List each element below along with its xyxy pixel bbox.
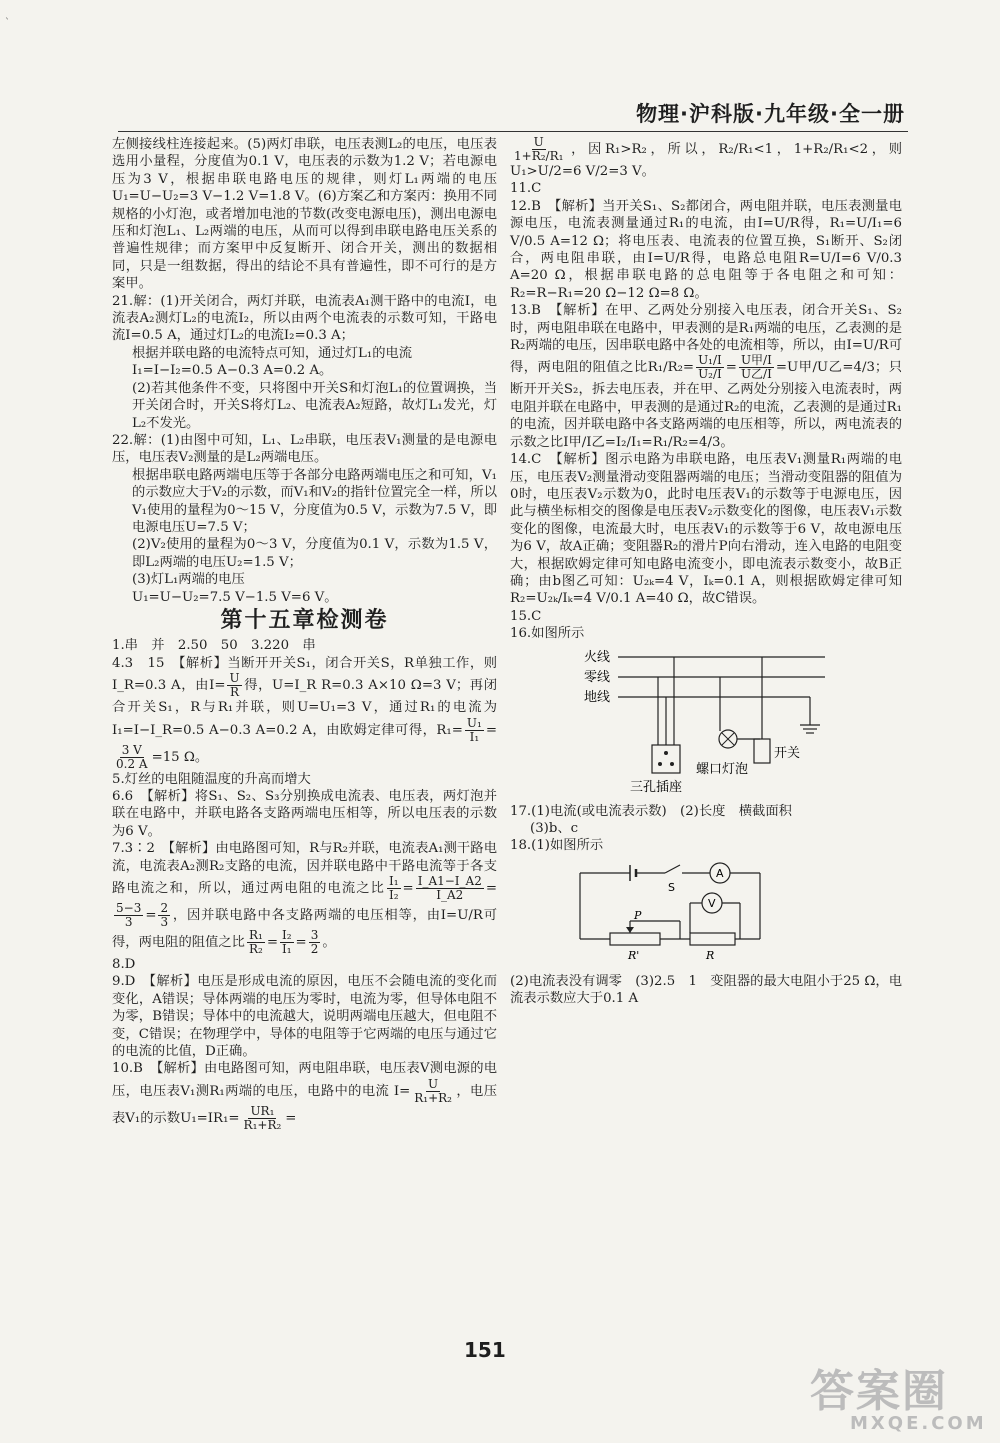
answer-17-part1: 17.(1)电流(或电流表示数) (2)长度 横截面积 — [510, 803, 792, 819]
answer-22-part5: U₁=U−U₂=7.5 V−1.5 V=6 V。 — [132, 589, 338, 605]
answer-13: 13.B 【解析】在甲、乙两处分别接入电压表，闭合开关S₁、S₂时，两电阻串联在电路中，甲表测的是R₁两端的电压，乙表测的是R₂两端的电压，因串联电路中各处的电流相等，所以，由I=U/R可得，两电阻的阻值之比R₁/R₂= $\frac{\text{U₁/I}}{\text{U₂/I}}$ = $\frac{\text{U甲/I}}{\text{U乙/I}}$ =U甲/U乙=4/3；只断开开关S₂，拆去电压表，并在甲、乙两处分别接入电流表时，两电阻并联在电路中，甲表测的是通过R₂的电流，乙表测的是通过R₁的电流，因并联电路中各支路两端的电压相等，所以，两电流表的示数之比I甲/I乙=I₂/I₁=R₁/R₂=4/3。 — [510, 303, 902, 450]
answer-4-part3: =15 Ω。 — [151, 749, 209, 765]
fraction-2-over-3: $\frac{2}{3}$ — [160, 901, 169, 930]
answer-4: 4.3 15 【解析】当断开开关S₁，闭合开关S，R单独工作，则I_R=0.3 A，由I= $\frac{U}{R}$ 得，U=I_R R=0.3 A×10 Ω=3 V；再闭合开关S₁，R与R₁并联，则U=U₁=3 V，通过R₁的电流为I₁=I−I_R=0.5 A−0.3 A=0.2 A，由欧姆定律可得，R₁= $\frac{\text{U₁}}{\text{I₁}}$ = $\frac{3 V}{0.2 A}$ =15 Ω。 — [112, 655, 497, 771]
answer-4-part2: 得，U=I_R R=0.3 A×10 Ω=3 V；再闭合开关S₁，R与R₁并联，则U=U₁=3 V，通过R₁的电流为I₁=I−I_R=0.5 A−0.3 A=0.2 A，由欧姆定律可得，R₁= — [112, 678, 497, 738]
answer-9: 9.D 【解析】电压是形成电流的原因，电压不会随电流的变化而变化，A错误；导体两端的电压为零时，电流为零，但导体电阻不为零，B错误；导体中的电流越大，说明两端电压越大，但电阻不变，C错误；在物理学中，导体的电阻等于它两端的电压与通过它的电流的比值，D正确。 — [112, 974, 497, 1060]
answer-10-continued — [510, 136, 902, 180]
label-voltmeter: V — [708, 896, 716, 910]
answer-13-part1: 13.B 【解析】在甲、乙两处分别接入电压表，闭合开关S₁、S₂时，两电阻串联在电路中，甲表测的是R₁两端的电压，乙表测的是R₂两端的电压，因串联电路中各处的电流相等，所以，由I=U/R可得，两电阻的阻值之比R₁/R₂= — [510, 303, 902, 376]
resistor — [690, 933, 735, 945]
answer-10-part1: 10.B 【解析】由电路图可知，两电阻串联，电压表V测电源的电压，电压表V₁测R₁两端的电压，电路中的电流 — [112, 1061, 497, 1099]
header-rule — [118, 131, 908, 132]
answer-13-part2: =U甲/U乙=4/3；只断开开关S₂，拆去电压表，并在甲、乙两处分别接入电流表时，两电阻并联在电路中，甲表测的是通过R₂的电流，乙表测的是通过R₁的电流，因并联电路中各支路两端的电压相等，所以，两电流表的示数之比 — [510, 360, 902, 450]
fraction-u1-over-i1: $\frac{\text{U₁}}{\text{I₁}}$ — [466, 715, 482, 744]
label-live-wire: 火线 — [584, 649, 611, 665]
label-resistor: R — [706, 948, 715, 962]
watermark-logo — [810, 1355, 990, 1435]
answer-1-3: 1.串 并 2.50 50 3.220 串 — [112, 638, 316, 654]
fraction-3v-over-0-2a: $\frac{3 V}{0.2 A}$ — [116, 742, 148, 771]
three-pin-socket — [652, 745, 680, 773]
fraction-i2-over-i1: $\frac{\text{I₂}}{\text{I₁}}$ — [281, 928, 292, 957]
label-socket: 三孔插座 — [630, 779, 683, 795]
fraction-ratio-ui: $\frac{\text{U₁/I}}{\text{U₂/I}}$ — [698, 353, 722, 382]
label-bulb: 螺口灯泡 — [696, 761, 749, 777]
answer-7-part2: ，因并联电路中各支路两端的电压相等，由I=U/R可得，两电阻的阻值之比 — [112, 908, 497, 951]
answer-7-part1: 7.3∶2 【解析】由电路图可知，R与R₂并联，电流表A₁测干路电流，电流表A₂测R₂支路的电流，因并联电路中干路电流等于各支路电流之和，所以，通过两电阻的电流之比 — [112, 841, 497, 897]
answer-22-part4: (3)灯L₁两端的电压 — [132, 572, 245, 588]
corner-mark: ` — [5, 18, 10, 29]
fraction-u-over-r: $\frac{U}{R}$ — [229, 671, 240, 700]
answer-11: 11.C — [510, 181, 542, 197]
fraction-currents: $\frac{I\_A1-I\_A2}{I\_A2}$ — [417, 874, 482, 903]
socket-pin — [658, 762, 662, 766]
answer-4-part1: 4.3 15 【解析】当断开开关S₁，闭合开关S，R单独工作，则I_R=0.3 A，由I= — [112, 655, 497, 694]
answer-22-part2: 根据串联电路两端电压等于各部分电路两端电压之和可知，V₁的示数应大于V₂的示数，而V₁和V₂的指针位置完全一样，所以V₁使用的量程为0～15 V，分度值为0.5 V，示数为7.5 V，即电源电压U=7.5 V； — [132, 467, 497, 535]
switch-blade — [665, 865, 680, 873]
fraction-3-over-2: $\frac{3}{2}$ — [310, 928, 319, 957]
answer-14: 14.C 【解析】图示电路为串联电路，电压表V₁测量R₁两端的电压，电压表V₂测量滑动变阻器两端的电压；当滑动变阻器的阻值为0时，电压表V₂示数为0，此时电压表V₁的示数等于电源电压，因此与横坐标相交的图像是电压表V₂示数变化的图像，电压表V₁示数变化的图像，电流最大时，电压表V₁的示数等于6 V，故电源电压为6 V，故A正确；变阻器R₂的滑片P向右滑动，连入电路的电阻变大，根据欧姆定律可知电路电流变小，即电流表示数变小，故B正确；由b图乙可知：U₂ₖ=4 V，Iₖ=0.1 A，则根据欧姆定律可知R₂=U₂ₖ/Iₖ=4 V/0.1 A=40 Ω，故C错误。 — [510, 452, 902, 607]
household-circuit-diagram — [570, 647, 840, 797]
answer-20-continued: 左侧接线柱连接起来。(5)两灯串联，电压表测L₂的电压，电压表选用小量程，分度值为0.1 V，电压表的示数为1.2 V；若电源电压为3 V，根据串联电路电压的规律，则灯L₁两端的电压U₁=U−U₂=3 V−1.2 V=1.8 V。(6)方案乙和方案丙：换用不同规格的小灯泡，或者增加电池的节数(改变电源电压)，测出电源电压和灯泡L₁、L₂两端的电压，从而可以得到串联电路电压关系的普遍性规律；而方案甲中反复断开、闭合开关，测出的数据相同，只是一组数据，得出的结论不具有普遍性，即不可行的是方案甲。 — [112, 137, 497, 292]
fraction-5-3-over-3: $\frac{5-3}{3}$ — [116, 901, 142, 930]
answer-5: 5.灯丝的电阻随温度的升高而增大 — [112, 771, 311, 787]
answer-17-part2: (3)b、c — [530, 820, 579, 836]
chapter-title: 第十五章检测卷 — [220, 607, 389, 633]
fraction-u-over-1-r2r1: $\frac{U}{\text{1+R₂/R₁}}$ — [514, 135, 564, 163]
socket-pin — [664, 751, 668, 755]
right-column — [510, 136, 902, 1008]
answer-15: 15.C — [510, 608, 542, 624]
socket-pin — [670, 762, 674, 766]
answer-12: 12.B 【解析】当开关S₁、S₂都闭合，两电阻并联，电压表测量电源电压，电流表测量通过R₁的电流，由I=U/R得，R₁=U/I₁=6 V/0.5 A=12 Ω；将电压表、电流表的位置互换，S₁断开、S₂闭合，两电阻串联，由I=U/R得，电路总电阻R=U/I=6 V/0.3 A=20 Ω，根据串联电路的总电阻等于各电阻之和可知：R₂=R−R₁=20 Ω−12 Ω=8 Ω。 — [510, 198, 902, 301]
answer-21-part4: (2)若其他条件不变，只将图中开关S和灯泡L₁的位置调换，当开关闭合时，开关S将灯L₂、电流表A₂短路，故灯L₁发光，灯L₂不发光。 — [132, 380, 497, 431]
slider-arrowhead — [626, 927, 634, 933]
page-header: 物理·沪科版·九年级·全一册 — [636, 102, 905, 126]
label-switch-s: S — [668, 880, 675, 894]
fraction-ratio-u-jia-yi: $\frac{\text{U甲/I}}{\text{U乙/I}}$ — [740, 353, 772, 382]
answer-21-part3: I₁=I−I₂=0.5 A−0.3 A=0.2 A。 — [132, 363, 333, 379]
label-rheostat: R' — [628, 948, 640, 962]
rheostat — [610, 933, 660, 945]
answer-16: 16.如图所示 — [510, 626, 585, 642]
figure-16-household-circuit — [570, 647, 902, 797]
label-ground-wire: 地线 — [584, 689, 611, 705]
answer-10: 10.B 【解析】由电路图可知，两电阻串联，电压表V测电源的电压，电压表V₁测R₁两端的电压，电路中的电流 I= $\frac{U}{\text{R₁+R₂}}$ ，电压表V₁的示数U₁=IR₁= $\frac{\text{UR₁}}{\text{R₁+R₂}}$ = — [112, 1061, 498, 1132]
fraction-i1-over-i2: $\frac{\text{I₁}}{\text{I₂}}$ — [388, 874, 399, 903]
answer-6: 6.6 【解析】将S₁、S₂、S₃分别换成电流表、电压表，两灯泡并联在电路中，并联电路各支路两端电压相等，所以电压表的示数为6 V。 — [112, 789, 497, 839]
label-switch: 开关 — [774, 745, 801, 761]
label-ammeter: A — [716, 866, 724, 880]
answer-10-part2: ，电压表V₁的示数U₁=IR₁= — [112, 1083, 498, 1126]
answer-21-part1: 21.解：(1)开关闭合，两灯并联，电流表A₁测干路中的电流I，电流表A₂测灯L₂的电流I₂，所以由两个电流表的示数可知，干路电流I=0.5 A，通过灯L₂的电流I₂=0.3 A； — [112, 293, 497, 344]
figure-18-circuit — [570, 859, 902, 967]
series-circuit-diagram — [570, 859, 770, 967]
answer-8: 8.D — [112, 957, 136, 973]
watermark-cn: 答案圈 — [810, 1366, 948, 1417]
answer-21-part2: 根据并联电路的电流特点可知，通过灯L₁的电流 — [132, 345, 413, 361]
answer-7: 7.3∶2 【解析】由电路图可知，R与R₂并联，电流表A₁测干路电流，电流表A₂测R₂支路的电流，因并联电路中干路电流等于各支路电流之和，所以，通过两电阻的电流之比 $\frac{\text{I₁}}{\text{I₂}}$ = $\frac{I\_A1-I\_A2}{I\_A2}$ = $\frac{5-3}{3}$ = $\frac{2}{3}$ ，因并联电路中各支路两端的电压相等，由I=U/R可得，两电阻的阻值之比 $\frac{\text{R₁}}{\text{R₂}}$ = $\frac{\text{I₂}}{\text{I₁}}$ = $\frac{3}{2}$ 。 — [112, 841, 497, 957]
answer-18-part1: 18.(1)如图所示 — [510, 838, 604, 854]
fraction-r1-over-r2: $\frac{\text{R₁}}{\text{R₂}}$ — [248, 928, 263, 957]
switch-box — [754, 739, 770, 763]
fraction-ur1-over-r1-r2: $\frac{\text{UR₁}}{\text{R₁+R₂}}$ — [243, 1103, 282, 1132]
answer-13-part3: I甲/I乙=I₂/I₁=R₁/R₂=4/3。 — [563, 434, 734, 450]
answer-10-cont-text: ，因R₁>R₂，所以，R₂/R₁<1，1+R₂/R₁<2，则U₁>U/2=6 V/2=3 V。 — [510, 142, 902, 179]
page-number: 151 — [464, 1338, 506, 1362]
watermark-en: MXQE.COM — [850, 1413, 987, 1434]
answer-18-part2: (2)电流表没有调零 (3)2.5 1 变阻器的最大电阻小于25 Ω，电流表示数应大于0.1 A — [510, 973, 902, 1007]
label-slider-p: P — [634, 908, 642, 922]
left-column — [112, 136, 497, 1132]
answer-22-part3: (2)V₂使用的量程为0～3 V，分度值为0.1 V，示数为1.5 V，即L₂两端的电压U₂=1.5 V； — [132, 537, 497, 570]
fraction-u-over-r1-r2: $\frac{U}{\text{R₁+R₂}}$ — [414, 1076, 452, 1105]
answer-22-part1: 22.解：(1)由图中可知，L₁、L₂串联，电压表V₁测量的是电源电压，电压表V₂测量的是L₂两端电压。 — [112, 432, 497, 466]
label-neutral-wire: 零线 — [584, 669, 611, 685]
